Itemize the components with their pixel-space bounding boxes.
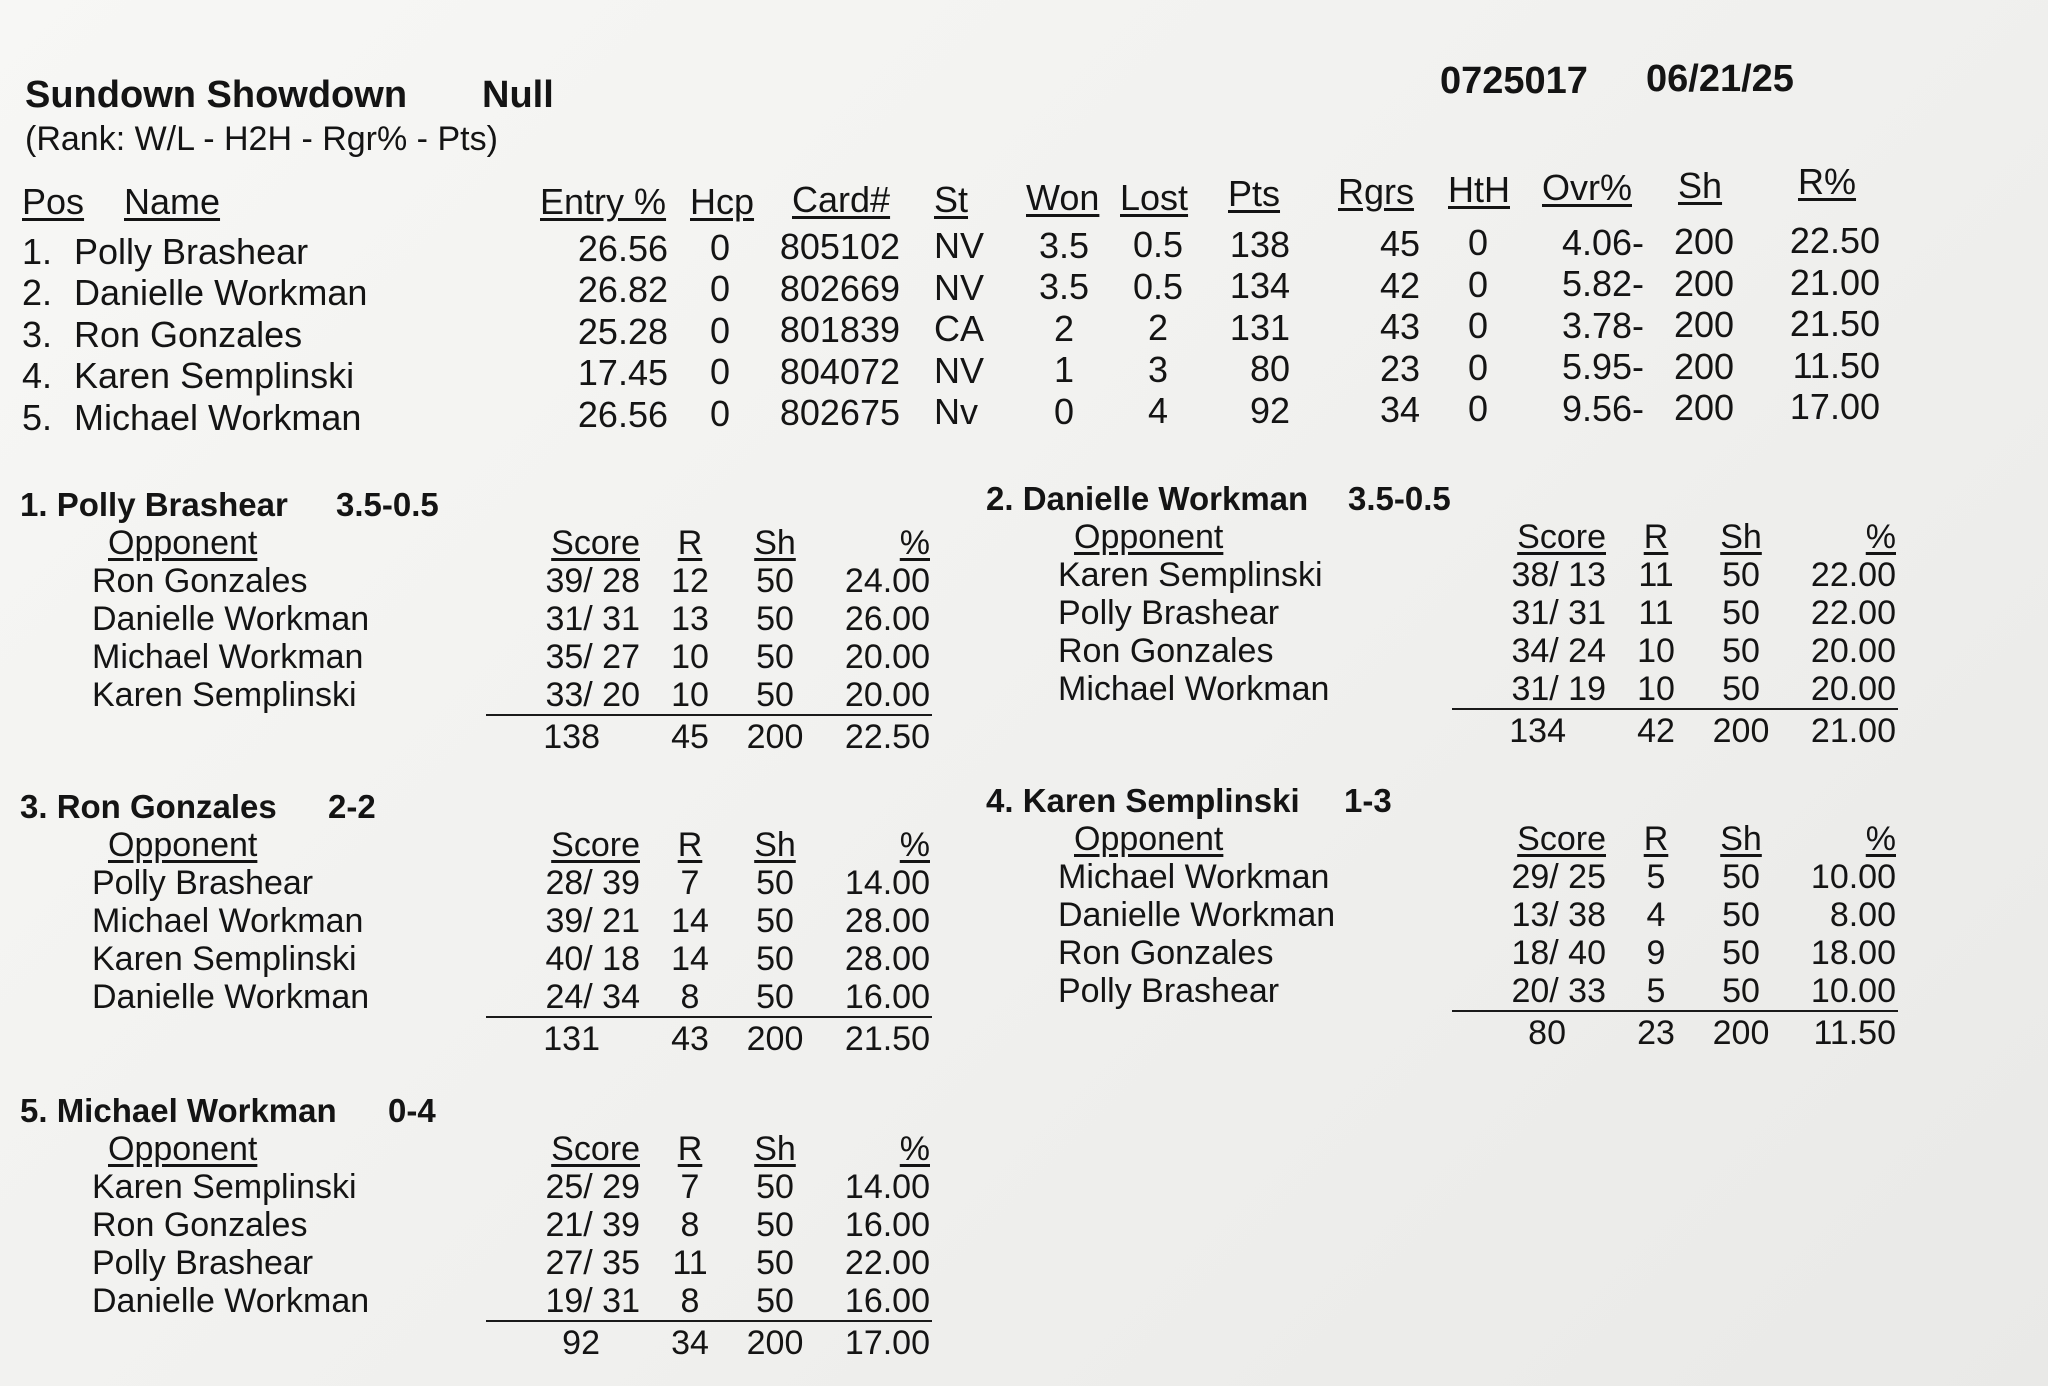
standings-cell-card: 804072 <box>779 350 900 392</box>
col-header-r: R <box>677 524 703 562</box>
standings-cell-st: Nv <box>934 391 978 433</box>
col-header-r: R <box>1643 820 1669 858</box>
match-score: 19/ 31 <box>545 1282 640 1320</box>
match-pct: 8.00 <box>1829 896 1896 934</box>
opponent-name: Danielle Workman <box>1058 896 1336 934</box>
standings-cell-name: Polly Brashear <box>74 230 309 272</box>
standings-cell-lost: 2 <box>1147 307 1169 349</box>
opponent-name: Ron Gonzales <box>92 1206 308 1244</box>
match-sh: 50 <box>1722 896 1760 934</box>
standings-cell-won: 3.5 <box>1038 266 1090 308</box>
col-header-st: St <box>934 179 969 220</box>
event-date: 06/21/25 <box>1646 58 1794 100</box>
match-r: 7 <box>680 1168 700 1206</box>
standings-cell-rpct: 21.50 <box>1789 303 1880 345</box>
match-sh: 50 <box>1722 858 1760 896</box>
player-record: 3.5-0.5 <box>1348 480 1451 517</box>
standings-cell-rpct: 22.50 <box>1789 220 1880 262</box>
match-pct: 20.00 <box>1810 670 1896 708</box>
match-r: 11 <box>1638 594 1674 632</box>
match-score: 33/ 20 <box>545 676 640 714</box>
total-r: 34 <box>671 1324 709 1362</box>
standings-cell-won: 3.5 <box>1038 224 1090 266</box>
standings-cell-pts: 92 <box>1249 389 1290 431</box>
total-rule <box>486 714 932 716</box>
col-header-won: Won <box>1026 177 1100 218</box>
match-r: 14 <box>671 940 709 978</box>
col-header-score: Score <box>551 524 640 562</box>
standings-cell-sh: 200 <box>1673 304 1735 346</box>
standings-cell-ovr: 5.82- <box>1561 263 1644 305</box>
standings-cell-lost: 0.5 <box>1132 265 1184 307</box>
col-header-rpct: R% <box>1798 161 1857 202</box>
standings-cell-hth: 0 <box>1467 346 1489 388</box>
match-sh: 50 <box>756 1206 794 1244</box>
tournament-subtitle: Null <box>482 74 554 116</box>
match-pct: 18.00 <box>1810 934 1896 972</box>
opponent-name: Polly Brashear <box>1058 972 1280 1010</box>
total-score: 131 <box>543 1020 600 1058</box>
standings-cell-pos: 4. <box>22 355 53 397</box>
player-heading: 4. Karen Semplinski <box>986 782 1300 819</box>
opponent-name: Danielle Workman <box>92 600 370 638</box>
total-sh: 200 <box>746 718 804 756</box>
total-r: 43 <box>671 1020 709 1058</box>
col-header-hcp: Hcp <box>690 181 755 222</box>
standings-cell-sh: 200 <box>1673 345 1735 387</box>
match-sh: 50 <box>756 978 794 1016</box>
standings-cell-pos: 3. <box>22 313 53 355</box>
col-header-r: R <box>677 826 703 864</box>
standings-cell-won: 2 <box>1053 307 1075 349</box>
col-header-entry: Entry % <box>540 181 667 222</box>
standings-cell-hcp: 0 <box>709 268 731 310</box>
col-header-pct: % <box>1865 518 1896 556</box>
col-header-sh: Sh <box>754 524 796 562</box>
match-pct: 14.00 <box>844 864 930 902</box>
player-heading: 3. Ron Gonzales <box>20 788 277 825</box>
standings-cell-st: CA <box>934 308 985 350</box>
col-header-sh: Sh <box>1720 820 1762 858</box>
match-r: 5 <box>1646 972 1666 1010</box>
standings-cell-rpct: 11.50 <box>1792 344 1880 386</box>
standings-cell-sh: 200 <box>1673 387 1735 429</box>
match-sh: 50 <box>756 562 794 600</box>
standings-cell-rgrs: 23 <box>1379 347 1420 389</box>
match-pct: 26.00 <box>844 600 930 638</box>
match-score: 24/ 34 <box>545 978 640 1016</box>
opponent-name: Ron Gonzales <box>92 562 308 600</box>
total-r: 42 <box>1637 712 1675 750</box>
match-score: 13/ 38 <box>1511 896 1606 934</box>
match-sh: 50 <box>1722 670 1760 708</box>
match-r: 8 <box>680 978 700 1016</box>
col-header-score: Score <box>551 1130 640 1168</box>
player-record: 3.5-0.5 <box>336 486 439 523</box>
match-pct: 10.00 <box>1810 858 1896 896</box>
match-score: 39/ 21 <box>545 902 640 940</box>
match-r: 9 <box>1646 934 1666 972</box>
match-score: 28/ 39 <box>545 864 640 902</box>
standings-cell-hcp: 0 <box>709 309 731 351</box>
total-pct: 21.00 <box>1810 712 1896 750</box>
match-r: 8 <box>680 1282 700 1320</box>
match-sh: 50 <box>1722 934 1760 972</box>
total-pct: 11.50 <box>1813 1014 1896 1052</box>
match-sh: 50 <box>1722 594 1760 632</box>
match-score: 34/ 24 <box>1511 632 1606 670</box>
opponent-name: Karen Semplinski <box>92 940 357 978</box>
standings-cell-rpct: 21.00 <box>1789 261 1880 303</box>
col-header-sh: Sh <box>1678 165 1723 206</box>
opponent-name: Karen Semplinski <box>92 676 357 714</box>
standings-cell-pts: 134 <box>1229 265 1290 307</box>
col-header-sh: Sh <box>1720 518 1762 556</box>
match-pct: 16.00 <box>844 978 930 1016</box>
standings-cell-ovr: 3.78- <box>1561 304 1644 346</box>
player-record: 1-3 <box>1344 782 1392 819</box>
match-score: 20/ 33 <box>1511 972 1606 1010</box>
standings-cell-ovr: 9.56- <box>1561 387 1644 429</box>
total-score: 138 <box>543 718 600 756</box>
match-r: 10 <box>1637 632 1675 670</box>
match-sh: 50 <box>1722 556 1760 594</box>
total-score: 134 <box>1509 712 1566 750</box>
opponent-name: Polly Brashear <box>92 1244 314 1282</box>
total-sh: 200 <box>1712 1014 1770 1052</box>
match-r: 14 <box>671 902 709 940</box>
col-header-opponent: Opponent <box>108 1130 258 1168</box>
standings-cell-pos: 5. <box>22 396 53 438</box>
standings-cell-card: 801839 <box>779 309 900 351</box>
opponent-name: Michael Workman <box>92 638 364 676</box>
standings-cell-name: Danielle Workman <box>74 272 368 314</box>
match-score: 18/ 40 <box>1511 934 1606 972</box>
standings-cell-pts: 80 <box>1249 348 1290 390</box>
standings-cell-lost: 4 <box>1147 390 1169 432</box>
col-header-r: R <box>677 1130 703 1168</box>
total-pct: 21.50 <box>844 1020 930 1058</box>
standings-cell-lost: 0.5 <box>1132 224 1184 266</box>
col-header-opponent: Opponent <box>108 826 258 864</box>
standings-cell-won: 1 <box>1053 349 1075 391</box>
standings-cell-rgrs: 34 <box>1379 389 1420 430</box>
opponent-name: Michael Workman <box>1058 670 1330 708</box>
standings-cell-ovr: 5.95- <box>1561 346 1644 388</box>
standings-cell-card: 805102 <box>779 226 900 268</box>
standings-cell-rpct: 17.00 <box>1789 386 1880 428</box>
standings-cell-sh: 200 <box>1673 221 1735 263</box>
match-pct: 14.00 <box>844 1168 930 1206</box>
col-header-lost: Lost <box>1120 177 1189 218</box>
match-sh: 50 <box>756 600 794 638</box>
standings-cell-ovr: 4.06- <box>1561 221 1644 263</box>
match-pct: 20.00 <box>844 638 930 676</box>
opponent-name: Karen Semplinski <box>1058 556 1323 594</box>
match-pct: 22.00 <box>844 1244 930 1282</box>
col-header-opponent: Opponent <box>108 524 258 562</box>
player-record: 0-4 <box>388 1092 436 1129</box>
total-sh: 200 <box>746 1020 804 1058</box>
col-header-rgrs: Rgrs <box>1338 171 1415 212</box>
total-rule <box>486 1320 932 1322</box>
standings-cell-entry: 26.56 <box>577 227 668 269</box>
player-heading: 2. Danielle Workman <box>986 480 1309 517</box>
standings-cell-name: Michael Workman <box>74 396 362 438</box>
opponent-name: Michael Workman <box>92 902 364 940</box>
standings-cell-st: NV <box>934 225 985 267</box>
match-sh: 50 <box>756 1282 794 1320</box>
standings-cell-pts: 131 <box>1229 306 1290 348</box>
standings-cell-rgrs: 43 <box>1379 306 1420 347</box>
col-header-opponent: Opponent <box>1074 820 1224 858</box>
total-rule <box>1452 708 1898 710</box>
rank-note: (Rank: W/L - H2H - Rgr% - Pts) <box>25 120 498 158</box>
total-score: 80 <box>1528 1014 1566 1052</box>
standings-cell-hth: 0 <box>1467 305 1489 347</box>
col-header-sh: Sh <box>754 1130 796 1168</box>
match-r: 11 <box>672 1244 708 1282</box>
match-r: 11 <box>1638 556 1674 594</box>
total-r: 23 <box>1637 1014 1675 1052</box>
total-rule <box>1452 1010 1898 1012</box>
col-header-hth: HtH <box>1448 169 1510 210</box>
match-pct: 22.00 <box>1810 594 1896 632</box>
match-score: 21/ 39 <box>545 1206 640 1244</box>
total-pct: 17.00 <box>844 1324 930 1362</box>
match-score: 31/ 31 <box>1511 594 1606 632</box>
match-score: 31/ 31 <box>545 600 640 638</box>
total-sh: 200 <box>746 1324 804 1362</box>
player-record: 2-2 <box>328 788 376 825</box>
match-score: 29/ 25 <box>1511 858 1606 896</box>
event-code: 0725017 <box>1440 60 1588 102</box>
match-score: 35/ 27 <box>545 638 640 676</box>
col-header-opponent: Opponent <box>1074 518 1224 556</box>
standings-cell-entry: 26.82 <box>577 269 668 311</box>
opponent-name: Ron Gonzales <box>1058 632 1274 670</box>
standings-cell-lost: 3 <box>1147 348 1169 390</box>
standings-cell-sh: 200 <box>1673 262 1735 304</box>
standings-cell-hcp: 0 <box>709 226 731 268</box>
standings-cell-name: Karen Semplinski <box>74 355 355 397</box>
col-header-pct: % <box>899 826 930 864</box>
match-sh: 50 <box>1722 632 1760 670</box>
opponent-name: Michael Workman <box>1058 858 1330 896</box>
match-pct: 24.00 <box>844 562 930 600</box>
col-header-score: Score <box>551 826 640 864</box>
match-sh: 50 <box>756 1244 794 1282</box>
match-sh: 50 <box>1722 972 1760 1010</box>
match-sh: 50 <box>756 902 794 940</box>
match-pct: 22.00 <box>1810 556 1896 594</box>
opponent-name: Karen Semplinski <box>92 1168 357 1206</box>
match-sh: 50 <box>756 940 794 978</box>
match-pct: 10.00 <box>1810 972 1896 1010</box>
match-score: 40/ 18 <box>545 940 640 978</box>
match-score: 25/ 29 <box>545 1168 640 1206</box>
standings-cell-st: NV <box>934 349 985 391</box>
match-pct: 16.00 <box>844 1282 930 1320</box>
standings-cell-pos: 2. <box>22 272 53 314</box>
match-score: 39/ 28 <box>545 562 640 600</box>
col-header-score: Score <box>1517 518 1606 556</box>
match-r: 13 <box>671 600 709 638</box>
standings-cell-hcp: 0 <box>709 351 731 393</box>
standings-cell-card: 802675 <box>779 392 900 434</box>
col-header-pct: % <box>1865 820 1896 858</box>
match-pct: 20.00 <box>1810 632 1896 670</box>
total-rule <box>486 1016 932 1018</box>
total-sh: 200 <box>1712 712 1770 750</box>
match-r: 8 <box>680 1206 700 1244</box>
player-heading: 1. Polly Brashear <box>20 486 288 523</box>
player-heading: 5. Michael Workman <box>20 1092 337 1129</box>
match-score: 27/ 35 <box>545 1244 640 1282</box>
standings-cell-pts: 138 <box>1229 223 1290 265</box>
match-r: 7 <box>680 864 700 902</box>
standings-cell-entry: 25.28 <box>577 310 668 352</box>
match-r: 10 <box>671 676 709 714</box>
match-r: 10 <box>1637 670 1675 708</box>
col-header-card: Card# <box>792 179 891 220</box>
match-score: 38/ 13 <box>1511 556 1606 594</box>
col-header-r: R <box>1643 518 1669 556</box>
standings-cell-hcp: 0 <box>709 392 731 434</box>
standings-cell-won: 0 <box>1053 390 1075 432</box>
standings-cell-rgrs: 45 <box>1379 223 1420 264</box>
match-sh: 50 <box>756 676 794 714</box>
opponent-name: Polly Brashear <box>1058 594 1280 632</box>
standings-cell-hth: 0 <box>1467 263 1489 305</box>
tournament-title: Sundown Showdown <box>25 74 408 116</box>
match-pct: 28.00 <box>844 940 930 978</box>
col-header-pos: Pos <box>22 181 85 222</box>
standings-cell-entry: 26.56 <box>577 393 668 435</box>
col-header-pct: % <box>899 524 930 562</box>
total-r: 45 <box>671 718 709 756</box>
match-r: 12 <box>671 562 709 600</box>
match-r: 10 <box>671 638 709 676</box>
col-header-pts: Pts <box>1228 173 1281 214</box>
standings-cell-st: NV <box>934 266 985 308</box>
standings-cell-entry: 17.45 <box>577 352 668 394</box>
match-sh: 50 <box>756 1168 794 1206</box>
match-sh: 50 <box>756 864 794 902</box>
standings-cell-name: Ron Gonzales <box>74 313 303 355</box>
col-header-name: Name <box>124 181 221 222</box>
standings-cell-card: 802669 <box>779 267 900 309</box>
match-pct: 16.00 <box>844 1206 930 1244</box>
opponent-name: Danielle Workman <box>92 978 370 1016</box>
match-score: 31/ 19 <box>1511 670 1606 708</box>
standings-cell-rgrs: 42 <box>1379 264 1420 306</box>
opponent-name: Polly Brashear <box>92 864 314 902</box>
opponent-name: Danielle Workman <box>92 1282 370 1320</box>
match-r: 5 <box>1646 858 1666 896</box>
match-pct: 20.00 <box>844 676 930 714</box>
opponent-name: Ron Gonzales <box>1058 934 1274 972</box>
match-pct: 28.00 <box>844 902 930 940</box>
standings-cell-hth: 0 <box>1467 388 1489 430</box>
standings-cell-hth: 0 <box>1467 222 1489 264</box>
col-header-pct: % <box>899 1130 930 1168</box>
col-header-ovr: Ovr% <box>1542 167 1632 208</box>
match-sh: 50 <box>756 638 794 676</box>
col-header-score: Score <box>1517 820 1606 858</box>
match-r: 4 <box>1646 896 1666 934</box>
total-pct: 22.50 <box>844 718 930 756</box>
total-score: 92 <box>562 1324 600 1362</box>
standings-cell-pos: 1. <box>22 230 53 272</box>
col-header-sh: Sh <box>754 826 796 864</box>
